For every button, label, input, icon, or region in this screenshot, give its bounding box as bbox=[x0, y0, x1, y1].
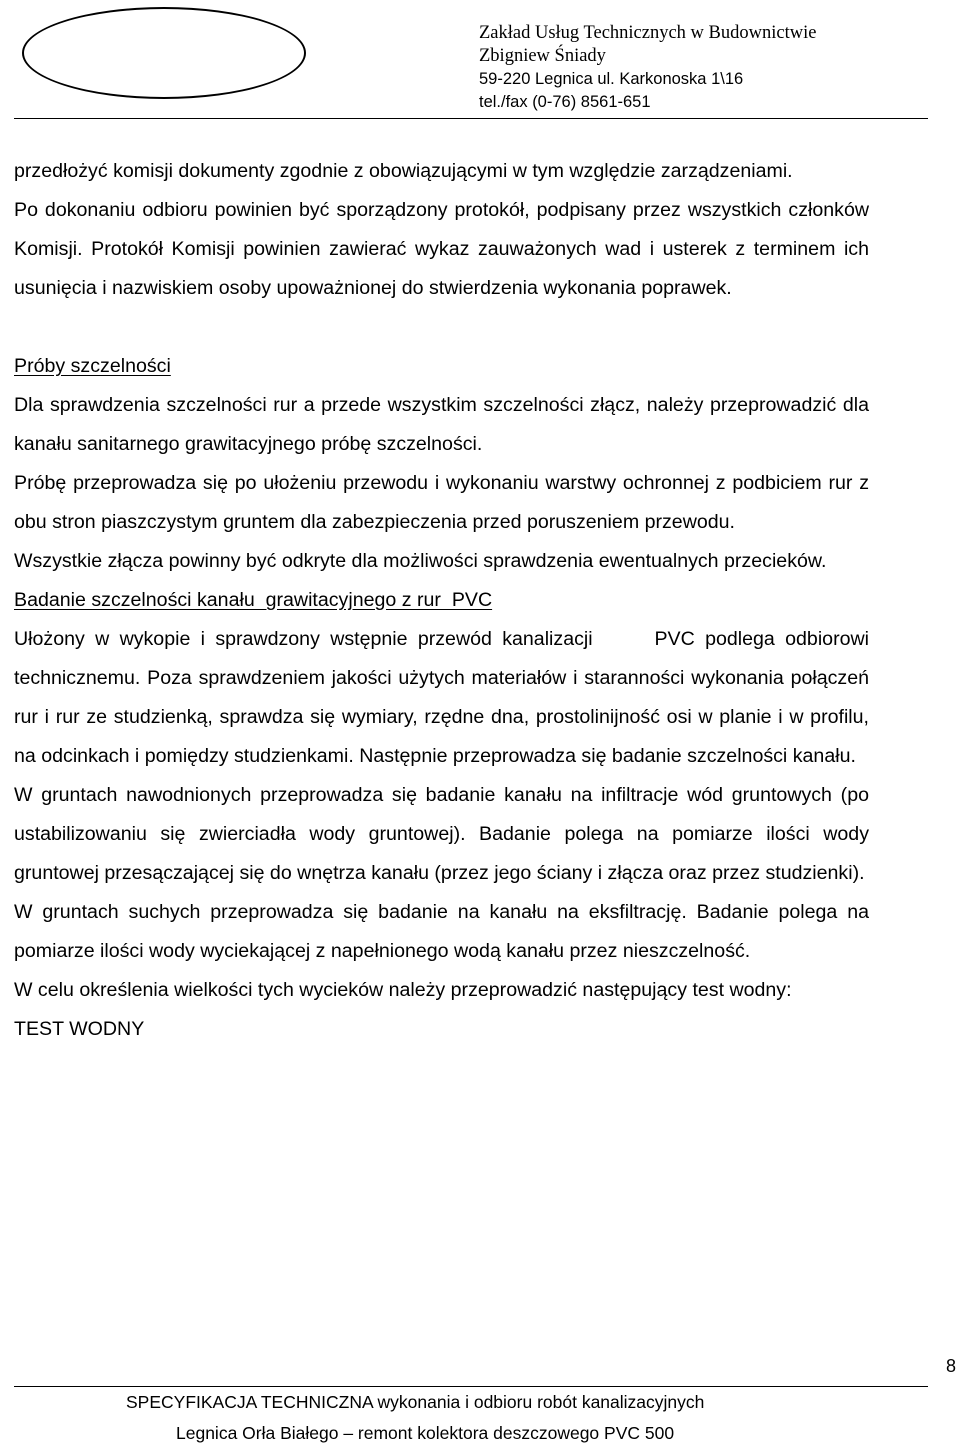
section-heading: Próby szczelności bbox=[14, 355, 171, 377]
footer-project-title: Legnica Orła Białego – remont kolektora deszczowego PVC 500 bbox=[176, 1423, 675, 1443]
footer-spec-title: SPECYFIKACJA TECHNICZNA wykonania i odbioru robót kanalizacyjnych bbox=[126, 1392, 705, 1412]
page-number: 8 bbox=[946, 1356, 957, 1376]
letterhead bbox=[479, 22, 949, 114]
paragraph: Wszystkie złącza powinny być odkryte dla możliwości sprawdzenia ewentualnych przecieków. bbox=[14, 550, 827, 572]
document-body bbox=[14, 152, 875, 1049]
paragraph: Ułożony w wykopie i sprawdzony wstępnie przewód kanalizacji PVC podlega odbiorowi technicznemu. Poza sprawdzeniem jakości użytych materiałów i staranności wykonania połączeń rur i rur ze studzienką, sprawdza się wymiary, rzędne dna, prostolinijność osi w planie i w profilu, na odcinkach i pomiędzy studzienkami. Następnie przeprowadza się badanie szczelności kanału. bbox=[14, 628, 875, 767]
paragraph: przedłożyć komisji dokumenty zgodnie z obowiązującymi w tym względzie zarządzeniami. bbox=[14, 160, 793, 182]
paragraph: W celu określenia wielkości tych wycieków należy przeprowadzić następujący test wodny: bbox=[14, 979, 792, 1001]
company-phone: tel./fax (0-76) 8561-651 bbox=[479, 93, 651, 111]
company-owner: Zbigniew Śniady bbox=[479, 46, 606, 66]
section-heading: Badanie szczelności kanału grawitacyjnego z rur PVC bbox=[14, 589, 493, 611]
paragraph: Dla sprawdzenia szczelności rur a przede wszystkim szczelności złącz, należy przeprowadzić dla kanału sanitarnego grawitacyjnego próbę szczelności. bbox=[14, 394, 869, 455]
paragraph: TEST WODNY bbox=[14, 1018, 145, 1040]
company-address: 59-220 Legnica ul. Karkonoska 1\16 bbox=[479, 70, 744, 88]
footer-divider bbox=[14, 1386, 928, 1387]
paragraph: W gruntach nawodnionych przeprowadza się badanie kanału na infiltracje wód gruntowych (po ustabilizowaniu się zwierciadła wody gruntowej). Badanie polega na pomiarze ilości wody gruntowej przesączającej się do wnętrza kanału (przez jego ściany i złącza oraz przez studzienki). bbox=[14, 784, 869, 884]
logo-ellipse bbox=[22, 7, 306, 99]
header-divider bbox=[14, 118, 928, 119]
paragraph: Po dokonaniu odbioru powinien być sporządzony protokół, podpisany przez wszystkich członków Komisji. Protokół Komisji powinien zawierać wykaz zauważonych wad i usterek z terminem ich usunięcia i nazwiskiem osoby upoważnionej do stwierdzenia wykonania poprawek. bbox=[14, 199, 869, 299]
company-name: Zakład Usług Technicznych w Budownictwie bbox=[479, 23, 817, 43]
paragraph: Próbę przeprowadza się po ułożeniu przewodu i wykonaniu warstwy ochronnej z podbiciem rur z obu stron piaszczystym gruntem dla zabezpieczenia przed poruszeniem przewodu. bbox=[14, 472, 869, 533]
paragraph: W gruntach suchych przeprowadza się badanie na kanału na eksfiltrację. Badanie polega na pomiarze ilości wody wyciekającej z napełnionego wodą kanału przez nieszczelność. bbox=[14, 901, 869, 962]
